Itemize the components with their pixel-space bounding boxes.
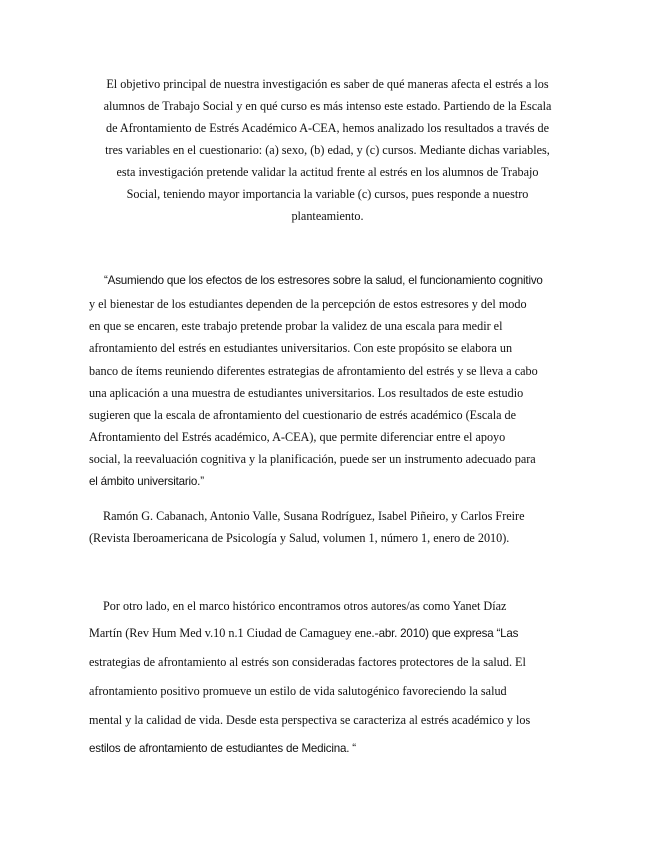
intro-line: tres variables en el cuestionario: (a) sexo, (b) edad, y (c) cursos. Mediante dichas variables,	[105, 143, 550, 157]
quote-line: Afrontamiento del Estrés académico, A-CEA), que permite diferenciar entre el apoyo	[89, 430, 506, 444]
intro-line: El objetivo principal de nuestra investigación es saber de qué maneras afecta el estrés a los	[106, 77, 549, 91]
paragraph-line	[89, 625, 518, 642]
paragraph-line-part: abr. 2010) que expresa “Las	[378, 627, 519, 640]
quote-line: una aplicación a una muestra de estudiantes universitarios. Los resultados de este estudio	[89, 386, 524, 400]
paragraph-line: estilos de afrontamiento de estudiantes de Medicina. “	[89, 742, 356, 755]
quote-line: sugieren que la escala de afrontamiento del cuestionario de estrés académico (Escala de	[89, 408, 517, 422]
intro-line: alumnos de Trabajo Social y en qué curso es más intenso este estado. Partiendo de la Escala	[103, 99, 552, 113]
intro-line: planteamiento.	[291, 209, 364, 223]
paragraph-line: mental y la calidad de vida. Desde esta perspectiva se caracteriza al estrés académico y los	[89, 713, 531, 727]
quote-line: social, la reevaluación cognitiva y la planificación, puede ser un instrumento adecuado para	[89, 452, 536, 466]
citation-authors: Ramón G. Cabanach, Antonio Valle, Susana Rodríguez, Isabel Piñeiro, y Carlos Freire	[103, 509, 525, 523]
paragraph-line: Por otro lado, en el marco histórico encontramos otros autores/as como Yanet Díaz	[103, 599, 507, 613]
quote-line: y el bienestar de los estudiantes dependen de la percepción de estos estresores y del modo	[89, 297, 527, 311]
paragraph-line-part: Martín (Rev Hum Med v.10 n.1 Ciudad de Camaguey ene.-	[89, 626, 379, 640]
quote-line: el ámbito universitario.”	[89, 475, 204, 488]
intro-line: esta investigación pretende validar la actitud frente al estrés en los alumnos de Trabajo	[116, 165, 539, 179]
paragraph-line: afrontamiento positivo promueve un estilo de vida salutogénico favoreciendo la salud	[89, 684, 507, 698]
quote-line: afrontamiento del estrés en estudiantes universitarios. Con este propósito se elabora un	[89, 341, 513, 355]
intro-line: Social, teniendo mayor importancia la variable (c) cursos, pues responde a nuestro	[126, 187, 529, 201]
quote-line: en que se encaren, este trabajo pretende probar la validez de una escala para medir el	[89, 319, 503, 333]
quote-line: banco de ítems reuniendo diferentes estrategias de afrontamiento del estrés y se lleva a cabo	[89, 364, 538, 378]
quote-line: “Asumiendo que los efectos de los estresores sobre la salud, el funcionamiento cognitivo	[104, 274, 543, 287]
citation-source: (Revista Iberoamericana de Psicología y Salud, volumen 1, número 1, enero de 2010).	[89, 531, 510, 545]
intro-line: de Afrontamiento de Estrés Académico A-CEA, hemos analizado los resultados a través de	[105, 121, 550, 135]
paragraph-line: estrategias de afrontamiento al estrés son consideradas factores protectores de la salud. El	[89, 655, 526, 669]
